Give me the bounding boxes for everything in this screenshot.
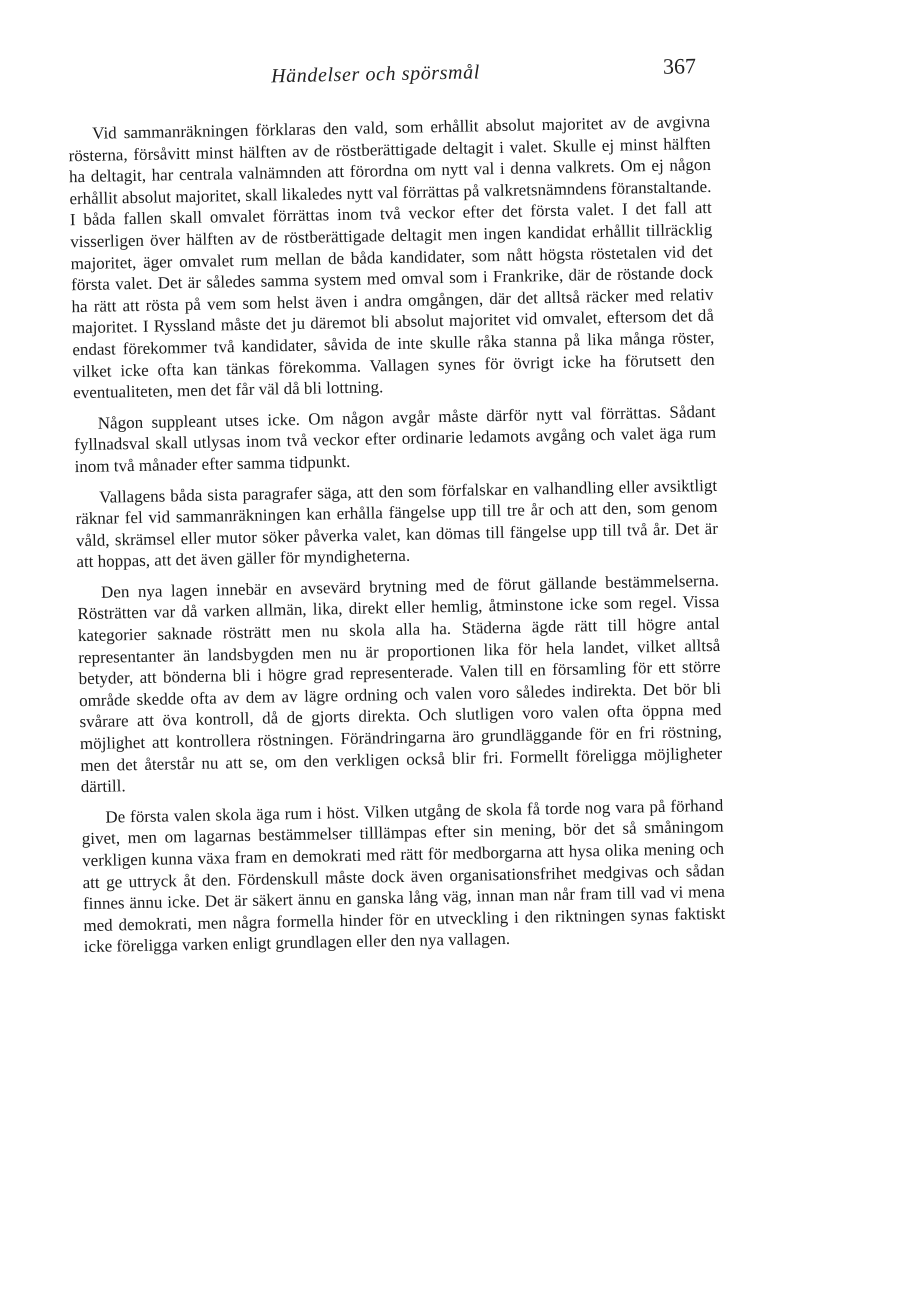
running-head-title: Händelser och spörsmål xyxy=(270,61,481,88)
paragraph-first-elections: De första valen skola äga rum i höst. Vilken utgång de skola få torde nog vara på förhand givet, men om lagarnas bestämmelser tilllämpas efter sin mening, bör det så småningom verkligen kunna växa fram en demokrati med rätt för medborgarna att hysa olika mening och att ge uttryck åt den. Fördenskull måste dock även organisationsfrihet medgivas och sådan finnes ännu icke. Det är säkert ännu en ganska lång väg, innan man når fram till vad vi mena med demokrati, men några formella hinder för en utveckling i den riktningen synas faktiskt icke föreligga varken enligt grundlagen eller den nya vallagen. xyxy=(81,795,726,957)
page-number: 367 xyxy=(662,53,697,79)
paragraph-new-law: Den nya lagen innebär en avsevärd brytning med de förut gällande bestämmelserna. Rösträtten var då varken allmän, lika, direkt eller hemlig, åtminstone icke som regel. Vissa kategorier saknade rösträtt men nu skola alla ha. Städerna ägde rätt till högre antal representanter än landsbygden men nu är proportionen lika för hela landet, vilket alltså betyder, att bönderna bli i högre grad representerade. Valen till en församling för ett större område skedde ofta av dem av lägre ordning och valen voro således indirekta. Det bör bli svårare att öva kontroll, då de gjorts direkta. Och slutligen voro valen ofta öppna med möjlighet att kontrollera röstningen. Förändringarna äro grundläggande för en fri röstning, men det återstår nu att se, om den verkligen också blir fri. Formellt föreligga möjligheter därtill. xyxy=(77,570,723,797)
paragraph-penalties: Vallagens båda sista paragrafer säga, att den som förfalskar en valhandling eller avsiktligt räknar fel vid sammanräkningen kan erhålla fängelse upp till tre år och att den, som genom våld, skrämsel eller mutor söker påverka valet, kan dömas till fängelse upp till två år. Det är att hoppas, att det även gäller för myndigheterna. xyxy=(75,475,719,572)
paragraph-substitute: Någon suppleant utses icke. Om någon avgår måste därför nytt val förrättas. Sådant fyllnadsval skall utlysas inom två veckor efter ordinarie ledamots avgång och valet äga rum inom två månader efter samma tidpunkt. xyxy=(74,401,717,477)
paragraph-election-count: Vid sammanräkningen förklaras den vald, som erhållit absolut majoritet av de avgivna rösterna, försåvitt minst hälften av de röstberättigade deltagit i valet. Skulle ej minst hälften ha deltagit, har centrala valnämnden att förordna om nytt val i denna valkrets. Om ej någon erhållit absolut majoritet, skall likaledes nytt val förrättas på valkretsnämndens föranstaltande. I båda fallen skall omvalet förrättas inom två veckor efter det första valet. I det fall att visserligen över hälften av de röstberättigade deltagit men ingen kandidat erhållit tillräcklig majoritet, äger omvalet rum mellan de båda kandidater, som nått högsta röstetalen vid det första valet. Det är således samma system med omval som i Frankrike, där de röstande dock ha rätt att rösta på vem som helst även i andra omgången, där det alltså räcker med relativ majoritet. I Ryssland måste det ju däremot bli absolut majoritet vid omvalet, eftersom det då endast förekommer två kandidater, såvida de inte skulle råka stanna på lika många röster, vilket icke ofta kan tänkas förekomma. Vallagen synes för övrigt icke ha förutsett den eventualiteten, men det får väl då bli lottning. xyxy=(68,111,715,403)
body-text xyxy=(68,111,726,967)
